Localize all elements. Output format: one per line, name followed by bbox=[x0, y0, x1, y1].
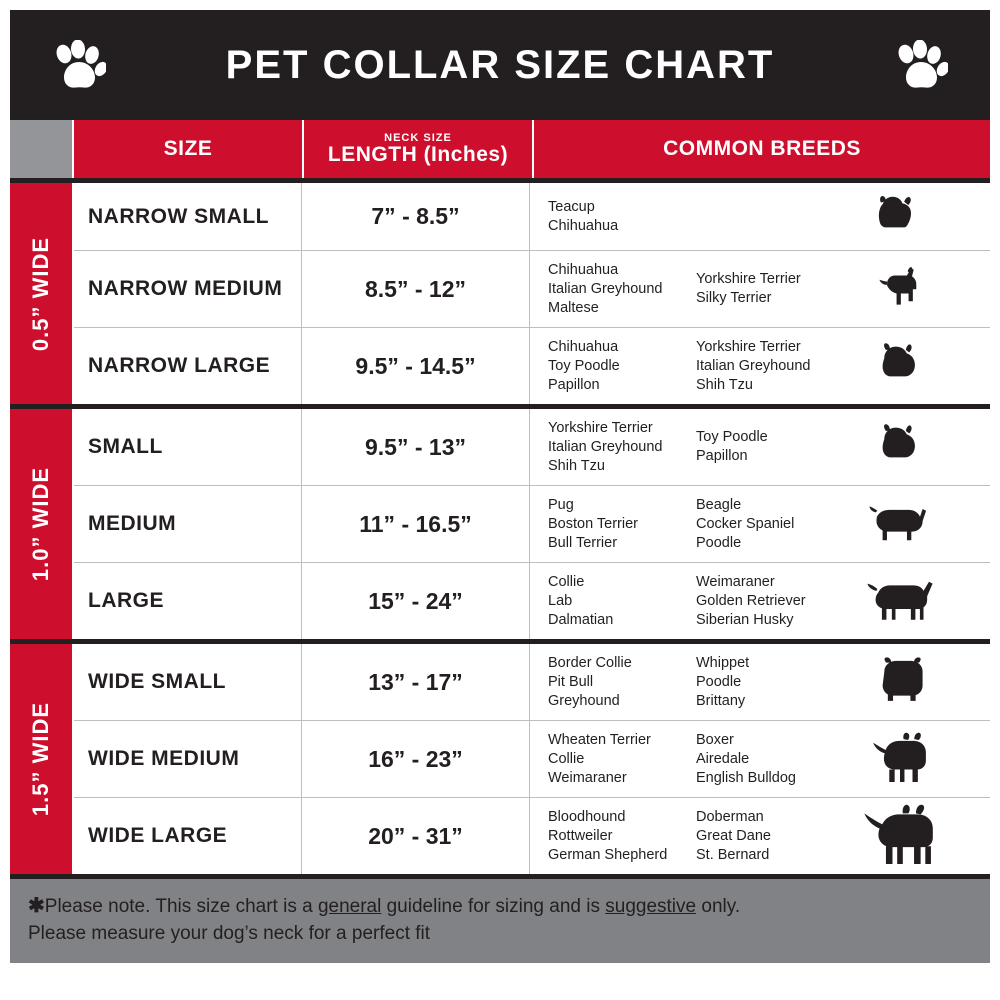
cell-length: 16” - 23” bbox=[302, 721, 530, 797]
breed-item: German Shepherd bbox=[548, 846, 668, 863]
breed-column-2 bbox=[696, 573, 844, 630]
breed-item: Whippet bbox=[696, 654, 750, 671]
breed-item: Weimaraner bbox=[548, 769, 627, 786]
cell-breeds bbox=[530, 328, 990, 404]
footer-text-suggestive: suggestive bbox=[605, 896, 697, 917]
footer-text-c: guideline for sizing and is bbox=[381, 896, 606, 917]
cell-size: WIDE SMALL bbox=[74, 644, 302, 720]
footer-text-a: Please note. This size chart is a bbox=[44, 896, 318, 917]
cell-size: NARROW SMALL bbox=[74, 183, 302, 250]
group-label-text: 0.5” WIDE bbox=[28, 236, 53, 351]
table-row bbox=[74, 251, 990, 328]
cell-size: LARGE bbox=[74, 563, 302, 639]
paw-icon bbox=[894, 40, 948, 92]
table-row bbox=[74, 486, 990, 563]
breed-column-2 bbox=[696, 731, 844, 788]
group-label-narrow bbox=[10, 183, 72, 404]
group-label-text: 1.0” WIDE bbox=[28, 466, 53, 582]
breed-item: Italian Greyhound bbox=[548, 438, 663, 455]
breed-column-1 bbox=[548, 654, 696, 711]
cell-breeds bbox=[530, 644, 990, 720]
breed-column-2 bbox=[696, 270, 844, 308]
breed-column-1 bbox=[548, 261, 696, 318]
table-row bbox=[74, 644, 990, 721]
breed-item: Airedale bbox=[696, 750, 750, 767]
group-wide bbox=[10, 639, 990, 874]
breed-item: Chihuahua bbox=[548, 217, 619, 234]
asterisk-icon: ✱ bbox=[28, 895, 45, 917]
cell-breeds bbox=[530, 563, 990, 639]
breed-column-1 bbox=[548, 731, 696, 788]
table-row bbox=[74, 563, 990, 639]
breed-item: Papillon bbox=[696, 448, 748, 464]
table-row bbox=[74, 409, 990, 486]
breed-column-1 bbox=[548, 496, 696, 553]
cell-size: WIDE LARGE bbox=[74, 798, 302, 874]
breed-column-2 bbox=[696, 496, 844, 553]
breed-item: Dalmatian bbox=[548, 611, 614, 628]
breed-item: Doberman bbox=[696, 808, 764, 825]
group-label-text: 1.5” WIDE bbox=[28, 701, 53, 817]
column-header-breeds: COMMON BREEDS bbox=[532, 120, 990, 178]
breed-item: Bull Terrier bbox=[548, 534, 618, 551]
cell-size: NARROW MEDIUM bbox=[74, 251, 302, 327]
breed-item: Golden Retriever bbox=[696, 592, 806, 609]
cell-length: 11” - 16.5” bbox=[302, 486, 530, 562]
breed-item: Border Collie bbox=[548, 654, 632, 671]
breed-item: Silky Terrier bbox=[696, 290, 772, 306]
dog-silhouette-icon bbox=[844, 576, 956, 626]
breed-item: Pug bbox=[548, 496, 574, 513]
cell-breeds bbox=[530, 486, 990, 562]
breed-item: Yorkshire Terrier bbox=[696, 338, 801, 355]
cell-breeds bbox=[530, 721, 990, 797]
breed-item: Collie bbox=[548, 750, 585, 767]
breed-item: Papillon bbox=[548, 376, 600, 393]
column-header-length bbox=[302, 120, 532, 178]
group-rows-wide bbox=[72, 644, 990, 874]
cell-length: 13” - 17” bbox=[302, 644, 530, 720]
breed-item: Weimaraner bbox=[696, 573, 775, 590]
breed-item: Boston Terrier bbox=[548, 515, 638, 532]
breed-column-2 bbox=[696, 338, 844, 395]
paw-icon bbox=[52, 40, 106, 92]
breed-item: Lab bbox=[548, 592, 573, 609]
page-title: PET COLLAR SIZE CHART bbox=[225, 42, 775, 87]
breed-item: Collie bbox=[548, 573, 585, 590]
table-row bbox=[74, 328, 990, 404]
cell-length: 15” - 24” bbox=[302, 563, 530, 639]
breed-item: Toy Poodle bbox=[548, 357, 620, 374]
cell-length: 9.5” - 14.5” bbox=[302, 328, 530, 404]
dog-silhouette-icon bbox=[844, 657, 956, 707]
cell-breeds bbox=[530, 409, 990, 485]
breed-column-2 bbox=[696, 428, 844, 466]
breed-item: Great Dane bbox=[696, 827, 771, 844]
cell-length: 9.5” - 13” bbox=[302, 409, 530, 485]
breed-item: Cocker Spaniel bbox=[696, 515, 795, 532]
dog-silhouette-icon bbox=[844, 194, 956, 240]
footer-line-1 bbox=[28, 893, 972, 920]
breed-item: Siberian Husky bbox=[696, 611, 794, 628]
column-header-size: SIZE bbox=[72, 120, 302, 178]
breed-item: Maltese bbox=[548, 299, 599, 316]
breed-item: Yorkshire Terrier bbox=[696, 271, 801, 287]
cell-size: WIDE MEDIUM bbox=[74, 721, 302, 797]
breed-item: Bloodhound bbox=[548, 808, 626, 825]
group-rows-narrow bbox=[72, 183, 990, 404]
breed-column-1 bbox=[548, 573, 696, 630]
cell-breeds bbox=[530, 798, 990, 874]
column-header-neck-size: NECK SIZE bbox=[384, 131, 452, 144]
footer-text-e: only. bbox=[696, 896, 741, 917]
cell-length: 7” - 8.5” bbox=[302, 183, 530, 250]
cell-length: 20” - 31” bbox=[302, 798, 530, 874]
cell-breeds bbox=[530, 183, 990, 250]
breed-item: St. Bernard bbox=[696, 846, 770, 863]
dog-silhouette-icon bbox=[844, 342, 956, 390]
table-header-corner bbox=[10, 120, 72, 178]
breed-item: Shih Tzu bbox=[548, 457, 605, 474]
table-row bbox=[74, 721, 990, 798]
footer-line-2: Please measure your dog’s neck for a perfect fit bbox=[28, 923, 431, 944]
chart-header bbox=[10, 10, 990, 120]
group-rows-standard bbox=[72, 409, 990, 639]
breed-item: Yorkshire Terrier bbox=[548, 419, 653, 436]
breed-column-2 bbox=[696, 808, 844, 865]
breed-item: Poodle bbox=[696, 673, 742, 690]
dog-silhouette-icon bbox=[844, 502, 956, 546]
dog-silhouette-icon bbox=[844, 732, 956, 786]
breed-item: Teacup bbox=[548, 198, 595, 215]
breed-item: Chihuahua bbox=[548, 338, 619, 355]
breed-item: Beagle bbox=[696, 496, 742, 513]
breed-item: Toy Poodle bbox=[696, 429, 768, 445]
column-header-length-label: LENGTH (Inches) bbox=[327, 142, 509, 166]
footer-note bbox=[10, 874, 990, 963]
dog-silhouette-icon bbox=[844, 266, 956, 313]
cell-length: 8.5” - 12” bbox=[302, 251, 530, 327]
breed-item: English Bulldog bbox=[696, 769, 796, 786]
breed-column-1 bbox=[548, 198, 696, 236]
breed-item: Chihuahua bbox=[548, 261, 619, 278]
group-standard bbox=[10, 404, 990, 639]
dog-silhouette-icon bbox=[844, 804, 956, 868]
breed-item: Greyhound bbox=[548, 692, 620, 709]
breed-column-2 bbox=[696, 654, 844, 711]
breed-item: Italian Greyhound bbox=[548, 280, 663, 297]
breed-item: Poodle bbox=[696, 534, 742, 551]
breed-item: Brittany bbox=[696, 692, 746, 709]
size-table bbox=[10, 120, 990, 874]
footer-text-general: general bbox=[317, 896, 382, 917]
dog-silhouette-icon bbox=[844, 423, 956, 471]
breed-item: Italian Greyhound bbox=[696, 357, 811, 374]
table-row bbox=[74, 798, 990, 874]
breed-column-1 bbox=[548, 419, 696, 476]
group-label-standard bbox=[10, 409, 72, 639]
breed-column-1 bbox=[548, 808, 696, 865]
cell-size: NARROW LARGE bbox=[74, 328, 302, 404]
cell-size: SMALL bbox=[74, 409, 302, 485]
breed-column-1 bbox=[548, 338, 696, 395]
breed-item: Wheaten Terrier bbox=[548, 731, 651, 748]
cell-breeds bbox=[530, 251, 990, 327]
cell-size: MEDIUM bbox=[74, 486, 302, 562]
breed-item: Boxer bbox=[696, 731, 734, 748]
breed-item: Pit Bull bbox=[548, 673, 594, 690]
table-row bbox=[74, 183, 990, 251]
table-header-row bbox=[10, 120, 990, 178]
breed-item: Shih Tzu bbox=[696, 376, 753, 393]
group-narrow bbox=[10, 178, 990, 404]
group-label-wide bbox=[10, 644, 72, 874]
breed-item: Rottweiler bbox=[548, 827, 613, 844]
